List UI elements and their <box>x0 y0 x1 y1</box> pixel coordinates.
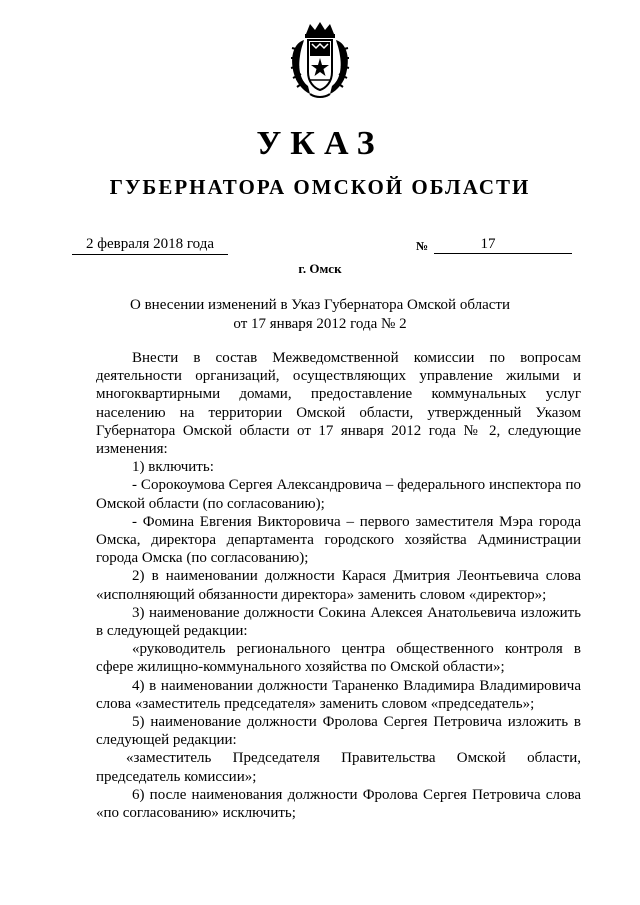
document-number-field <box>416 234 572 254</box>
number-sign: № <box>416 239 429 253</box>
document-city: г. Омск <box>298 261 342 276</box>
body-paragraph: «заместитель Председателя Правительства Омской области, председатель комиссии»; <box>96 750 581 785</box>
body-paragraph: «руководитель регионального центра общественного контроля в сфере жилищно-коммунального хозяйства по Омской области»; <box>96 641 581 676</box>
body-paragraph: Внести в состав Межведомственной комиссии по вопросам деятельности организаций, осуществляющих управление жилыми и многоквартирными домами, предоставление коммунальных услуг населению на территории Омской области, утвержденный Указом Губернатора Омской области от 17 января 2012 года № 2, следующие изменения: <box>96 350 581 458</box>
heading-line-2: от 17 января 2012 года № 2 <box>233 316 407 332</box>
omsk-coat-of-arms-emblem <box>288 20 352 100</box>
document-date: 2 февраля 2018 года <box>72 234 228 255</box>
body-paragraph: 3) наименование должности Сокина Алексея Анатольевича изложить в следующей редакции: <box>96 604 581 640</box>
body-paragraph: 2) в наименовании должности Карася Дмитрия Леонтьевича слова «исполняющий обязанности директора» заменить словом «директор»; <box>96 568 581 603</box>
document-body <box>96 349 581 822</box>
body-paragraph: 4) в наименовании должности Тараненко Владимира Владимировича слова «заместитель председателя» заменить словом «председатель»; <box>96 677 581 712</box>
document-subtitle: ГУБЕРНАТОРА ОМСКОЙ ОБЛАСТИ <box>109 175 531 199</box>
body-paragraph: - Сорокоумова Сергея Александровича – федерального инспектора по Омской области (по согласованию); <box>96 477 581 512</box>
heading-line-1: О внесении изменений в Указ Губернатора Омской области <box>130 297 510 313</box>
body-paragraph: 5) наименование должности Фролова Сергея Петровича изложить в следующей редакции: <box>96 714 581 749</box>
document-heading <box>0 296 640 334</box>
document-title: УКАЗ <box>256 125 384 162</box>
body-paragraph: 6) после наименования должности Фролова Сергея Петровича слова «по согласованию» исключить; <box>96 786 581 822</box>
body-paragraph: 1) включить: <box>132 459 214 476</box>
body-paragraph: - Фомина Евгения Викторовича – первого заместителя Мэра города Омска, директора департамента городского хозяйства Администрации города Омска (по согласованию); <box>96 513 581 567</box>
document-number: 17 <box>480 236 496 252</box>
